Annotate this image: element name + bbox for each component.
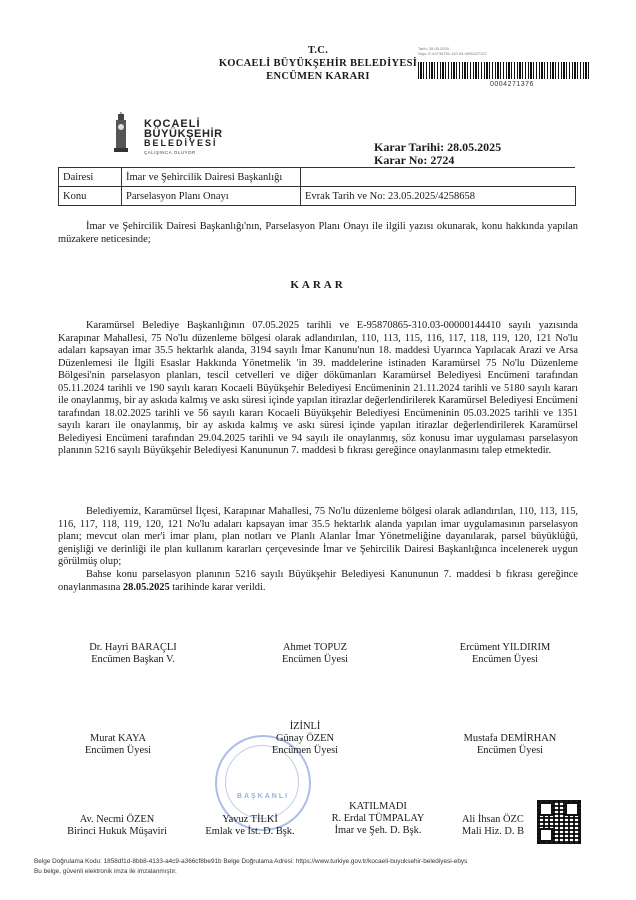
signature-title: İmar ve Şeh. D. Bşk.: [334, 825, 422, 836]
paragraph-2-text: Belediyemiz, Karamürsel İlçesi, Karapınar Mahallesi, 75 No'lu düzenleme bölgesi olarak adlandırılan, 110, 113, 115, 116, 117, 118, 119, 120, 121 No'lu adaları kapsayan imar 35.5 hektarlık alanda yapılan imar uygulamasının parselasyon planı; mevcut olan mer'i imar planı, plan notları ve Planlı Alanlar İmar Yönetmeliğine dayanılarak, parsel büyüklüğü, genişliği ve derinliği ile plan kullanım kararları çerçevesinde İmar ve Şehircilik Dairesi Başkanlığınca incelenerek uygun görülmüş olup;: [58, 506, 578, 567]
signature-yildirim: [430, 642, 580, 666]
info-table: [58, 167, 576, 206]
header-municipality: KOCAELİ BÜYÜKŞEHİR BELEDİYESİ: [218, 58, 418, 69]
decision-heading: KARAR: [290, 279, 346, 291]
signature-name: Mustafa DEMİRHAN: [463, 733, 557, 744]
header-document-type: ENCÜMEN KARARI: [266, 71, 370, 82]
logo-line2: BÜYÜKŞEHİR: [144, 128, 223, 140]
signature-name: Murat KAYA: [90, 733, 146, 744]
signature-name: Ahmet TOPUZ: [283, 642, 347, 653]
dairesi-value: İmar ve Şehircilik Dairesi Başkanlığı: [122, 168, 301, 187]
qr-code: [537, 800, 581, 844]
logo-line1: KOCAELİ: [144, 118, 201, 130]
paragraph-3-post: tarihinde karar verildi.: [169, 581, 266, 593]
signature-topuz: [240, 642, 390, 666]
signature-name: Dr. Hayri BARAÇLI: [89, 642, 177, 653]
paragraph-3-date: 28.05.2025: [122, 581, 170, 593]
qr-finder-bottom-left: [539, 828, 553, 842]
paragraph-1: Karamürsel Belediye Başkanlığının 07.05.2025 tarihli ve E-95870865-310.03-00000144410 sayılı yazısında Karapınar Mahallesi, 75 No'lu düzenleme bölgesi olarak adlandırılan, 110, 113, 115, 116, 117, 118, 119, 120, 121 No'lu adaları kapsayan imar 35.5 hektarlık alanda, 3194 sayılı İmar Kanunu'nun 18. maddesi Uyarınca Yapılacak Arazi ve Arsa Düzenlemesi ile İlgili Esaslar Hakkında Yönetmelik 'in 39. maddelerine istinaden Karamürsel 75 No'lu Düzenleme Bölgesi'nin parselasyon planları, tescil cetvelleri ve diğer dökümanları Karamürsel Belediyesi Encümeni tarafından 05.11.2024 tarihli ve 190 sayılı kararı Kocaeli Büyükşehir Belediyesi Encümeninin 21.11.2024 tarihli ve 5180 sayılı kararı ile onaylanmış, bir ay askıda kalmış ve askı süresi içinde yapılan itirazlar değerlendirilerek Karamürsel Belediyesi Encümeni tarafından 18.02.2025 tarihli ve 56 sayılı kararı Kocaeli Büyükşehir Belediyesi Encümeninin 05.03.2025 tarihli ve 1351 sayılı kararı ile onaylanmış, bir ay askıda kalmış ve askı süresi içinde yapılan itirazlar değerlendirilerek Karamürsel Belediyesi Encümeni tarafından 29.04.2025 tarihli ve 94 sayılı ile onaylanmış, söz konusu imar uygulaması parselasyon planının 5216 sayılı Büyükşehir Belediyesi Kanununun 7. maddesi b fıkrası gereğince onaylanmasını talep etmektedir.: [58, 320, 578, 456]
decision-date: Karar Tarihi: 28.05.2025: [374, 140, 502, 154]
intro-paragraph: İmar ve Şehircilik Dairesi Başkanlığı'nın, Parselasyon Planı Onayı ile ilgili yazısı okunarak, konu hakkında yapılan müzakere neticesinde;: [58, 221, 578, 245]
paragraph-3: [58, 569, 578, 594]
signature-name: Yavuz TİLKİ: [222, 814, 278, 825]
signature-ozen: [250, 721, 360, 757]
paragraph-3-pre: Bahse konu parselasyon planının 5216 sayılı Büyükşehir Belediyesi Kanununun 7. maddesi b fıkrası gereğince onaylanmasına: [58, 569, 578, 593]
header-tc: T.C.: [307, 45, 329, 56]
signature-name: Ali İhsan ÖZC: [462, 814, 524, 825]
signature-name: Günay ÖZEN: [275, 733, 334, 744]
signature-title: Encümen Üyesi: [281, 654, 349, 665]
qr-finder-top-right: [565, 802, 579, 816]
barcode: [418, 62, 590, 79]
footer-esignature-note: Bu belge, güvenli elektronik imza ile imzalanmıştır.: [34, 868, 177, 875]
municipality-logo: [108, 112, 248, 160]
signature-title: Mali Hiz. D. B: [462, 826, 525, 837]
signature-title: Encümen Üyesi: [471, 654, 539, 665]
signature-name: Ercüment YILDIRIM: [459, 642, 551, 653]
signature-kaya: [58, 733, 178, 757]
clock-tower-icon: [112, 112, 130, 154]
info-row-konu: [59, 187, 576, 206]
konu-label: Konu: [59, 187, 122, 206]
signature-note: İZİNLİ: [289, 721, 321, 732]
signature-tumpalay: [316, 801, 440, 837]
signature-title: Encümen Üyesi: [84, 745, 152, 756]
signature-baracli: [58, 642, 208, 666]
footer-verification: Belge Doğrulama Kodu: 1858df1d-8bb8-4133-a4c9-a366cf8be91b Belge Doğrulama Adresi: https://www.turkiye.gov.tr/kocaeli-buyuksehir-belediyesi-ebys: [34, 858, 468, 865]
signature-demirhan: [440, 733, 580, 757]
signature-title: Emlak ve İst. D. Bşk.: [205, 826, 295, 837]
signature-necmi-ozen: [52, 814, 182, 838]
qr-finder-top-left: [539, 802, 553, 816]
dairesi-empty: [301, 168, 576, 187]
logo-line3: BELEDİYESİ: [144, 138, 218, 148]
logo-slogan: ÇALIŞINCA OLUYOR: [144, 150, 196, 155]
paragraph-2: [58, 506, 578, 569]
dairesi-label: Dairesi: [59, 168, 122, 187]
info-row-dairesi: [59, 168, 576, 187]
signature-title: Encümen Başkan V.: [91, 654, 175, 665]
barcode-small-text: Tarih: 28.05.2025 Sayı: E-44735751-110.04-0000427137: [418, 46, 487, 56]
signature-note: KATILMADI: [349, 801, 407, 812]
signature-title: Birinci Hukuk Müşaviri: [67, 826, 167, 837]
signature-title: Encümen Üyesi: [271, 745, 339, 756]
signature-name: R. Erdal TÜMPALAY: [331, 813, 425, 824]
stamp-text: BAŞKANLI: [236, 793, 290, 800]
signature-tilki: [190, 814, 310, 838]
signature-title: Encümen Üyesi: [476, 745, 544, 756]
signature-name: Av. Necmi ÖZEN: [79, 814, 155, 825]
konu-value: Parselasyon Planı Onayı: [122, 187, 301, 206]
evrak-info: Evrak Tarih ve No: 23.05.2025/4258658: [301, 187, 576, 206]
barcode-number: 0004271376: [490, 81, 534, 88]
signature-ozc: [462, 814, 542, 838]
decision-number: Karar No: 2724: [374, 153, 455, 167]
